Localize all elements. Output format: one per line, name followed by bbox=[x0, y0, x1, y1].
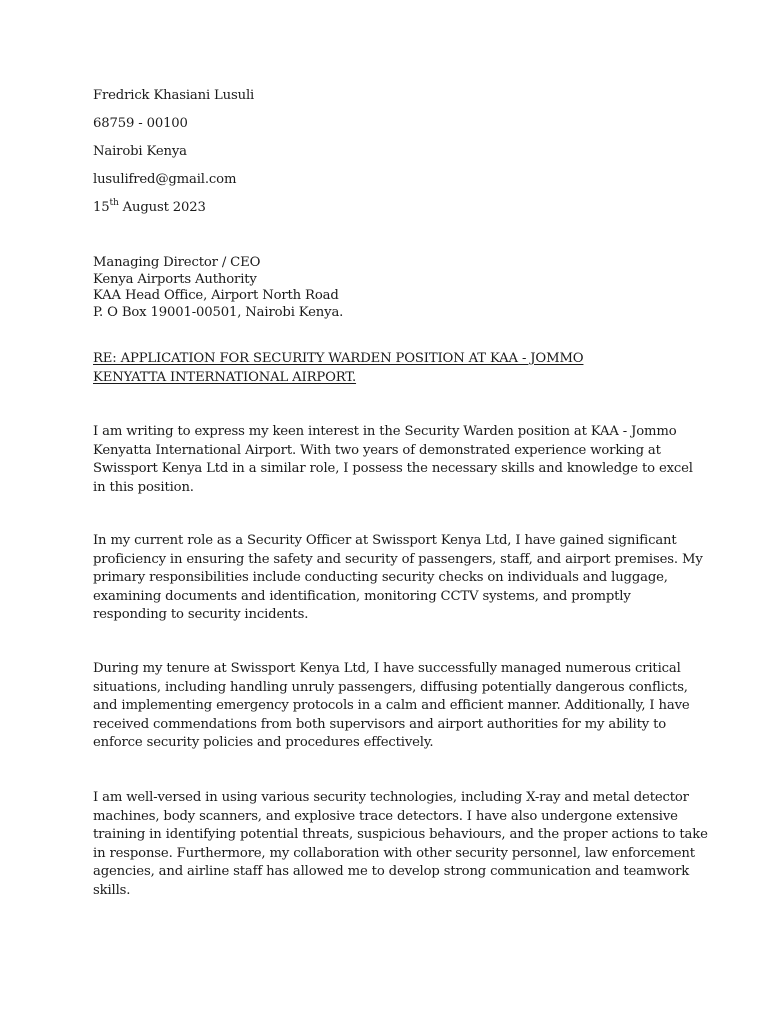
paragraph-line: responding to security incidents. bbox=[93, 607, 309, 623]
recipient-address bbox=[93, 255, 653, 321]
letter-date bbox=[93, 199, 653, 218]
body-paragraph-4 bbox=[93, 789, 708, 901]
paragraph-line: agencies, and airline staff has allowed me to develop strong communication and teamwork bbox=[93, 864, 690, 880]
paragraph-line: proficiency in ensuring the safety and security of passengers, staff, and airport premises. My bbox=[93, 551, 703, 567]
subject-line bbox=[93, 350, 653, 387]
paragraph-line: Kenyatta International Airport. With two years of demonstrated experience working at bbox=[93, 442, 661, 458]
date-day: 15 bbox=[93, 200, 110, 215]
paragraph-line: I am well-versed in using various security technologies, including X-ray and metal detector bbox=[93, 790, 689, 805]
recipient-line: KAA Head Office, Airport North Road bbox=[93, 288, 339, 303]
paragraph-line: Swissport Kenya Ltd in a similar role, I possess the necessary skills and knowledge to excel bbox=[93, 461, 693, 477]
paragraph-line: and implementing emergency protocols in a calm and efficient manner. Additionally, I have bbox=[93, 698, 690, 714]
sender-city: Nairobi Kenya bbox=[93, 144, 187, 159]
body-paragraph-3 bbox=[93, 660, 690, 753]
paragraph-line: in this position. bbox=[93, 479, 194, 495]
subject-line-part: RE: APPLICATION FOR SECURITY WARDEN POSITION AT KAA - JOMMO bbox=[93, 351, 584, 366]
subject-line-part: KENYATTA INTERNATIONAL AIRPORT. bbox=[93, 369, 357, 385]
date-suffix: th bbox=[109, 197, 119, 208]
paragraph-line: situations, including handling unruly passengers, diffusing potentially dangerous conflicts, bbox=[93, 679, 688, 695]
recipient-line: Managing Director / CEO bbox=[93, 255, 261, 270]
paragraph-line: skills. bbox=[93, 882, 131, 898]
sender-postal-address: 68759 - 00100 bbox=[93, 116, 188, 131]
recipient-line: P. O Box 19001-00501, Nairobi Kenya. bbox=[93, 304, 344, 320]
paragraph-line: enforce security policies and procedures effectively. bbox=[93, 735, 434, 751]
paragraph-line: in response. Furthermore, my collaboration with other security personnel, law enforcement bbox=[93, 845, 695, 861]
paragraph-line: primary responsibilities include conducting security checks on individuals and luggage, bbox=[93, 570, 668, 586]
sender-email: lusulifred@gmail.com bbox=[93, 172, 237, 187]
paragraph-line: examining documents and identification, monitoring CCTV systems, and promptly bbox=[93, 588, 631, 604]
date-month-year: August 2023 bbox=[118, 200, 206, 215]
recipient-line: Kenya Airports Authority bbox=[93, 271, 257, 287]
paragraph-line: During my tenure at Swissport Kenya Ltd, I have successfully managed numerous critical bbox=[93, 661, 681, 676]
paragraph-line: received commendations from both supervisors and airport authorities for my ability to bbox=[93, 716, 667, 732]
paragraph-line: I am writing to express my keen interest in the Security Warden position at KAA - Jommo bbox=[93, 424, 677, 439]
paragraph-line: training in identifying potential threats, suspicious behaviours, and the proper actions to take bbox=[93, 827, 708, 843]
paragraph-line: machines, body scanners, and explosive trace detectors. I have also undergone extensive bbox=[93, 808, 678, 824]
body-paragraph-2 bbox=[93, 532, 703, 625]
paragraph-line: In my current role as a Security Officer at Swissport Kenya Ltd, I have gained significant bbox=[93, 533, 677, 548]
sender-name: Fredrick Khasiani Lusuli bbox=[93, 88, 255, 103]
body-paragraph-1 bbox=[93, 423, 693, 497]
